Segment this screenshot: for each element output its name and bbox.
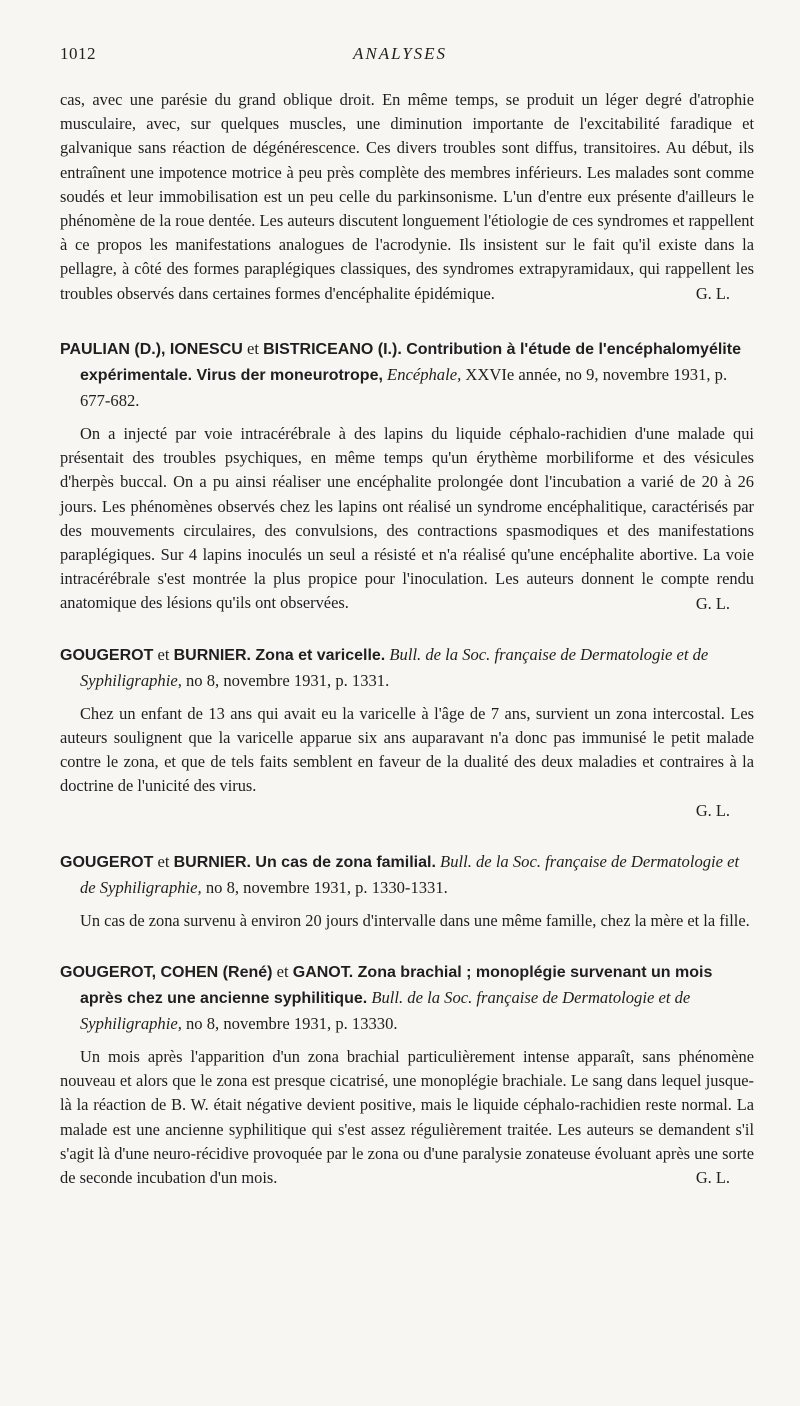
entry-signature: G. L.	[695, 593, 730, 613]
entry-reference: no 8, novembre 1931, p. 1331.	[181, 670, 390, 690]
entry-body: Un cas de zona survenu à environ 20 jours d'intervalle dans une même famille, chez la mère et la fille.	[80, 910, 750, 930]
entry-title: BURNIER. Un cas de zona familial.	[173, 853, 436, 871]
entry-title: BISTRICEANO (I.). Contribution à l'étude de l'encéphalomyélite expérimentale. Virus der moneurotrope,	[80, 341, 741, 385]
page-header	[0, 44, 800, 72]
entry-title: GANOT. Zona brachial ; monoplégie survenant un mois après chez une ancienne syphilitique.	[80, 964, 713, 1008]
abstract-entry-1	[60, 336, 754, 616]
abstract-entry-4	[60, 959, 754, 1190]
continued-signature: G. L.	[695, 283, 730, 303]
entry-body: Un mois après l'apparition d'un zona brachial particulièrement intense apparaît, sans phénomène nouveau et alors que le zona est presque cicatrisé, une monoplégie brachiale. Le sang dans lequel jusque-là la réaction de B. W. était négative devient positive, mais le liquide céphalo-rachidien reste normal. La malade est une ancienne syphilitique qui s'est assez régulièrement traitée. Les auteurs se demandent s'il s'agit là d'une neuro-récidive provoquée par le zona ou d'une paralysie zonateuse évoluant après une sorte de seconde incubation d'un mois.	[60, 1047, 754, 1188]
continued-paragraph: cas, avec une parésie du grand oblique droit. En même temps, se produit un léger degré d'atrophie musculaire, avec, sur quelques muscles, une diminution importante de l'excitabilité faradique et galvanique sans réaction de dégénérescence. Ces divers troubles sont diffus, transitoires. Au début, ils entraînent une impotence motrice à peu près complète des membres inférieurs. Les malades sont comme soudés et leur immobilisation est un peu celle du parkinsonisme. L'un d'entre eux présente d'ailleurs le phénomène de la roue dentée. Les auteurs discutent longuement l'étiologie de ces syndromes et rappellent à ce propos les manifestations analogues de l'acrodynie. Ils insistent sur le fait qu'il existe dans la pellagre, à côté des formes paraplégiques classiques, des syndromes extrapyramidaux, qui rappellent les troubles observés dans certaines formes d'encéphalite épidémique.	[60, 90, 754, 303]
entry-journal: Encéphale,	[382, 365, 462, 385]
entry-signature: G. L.	[695, 1168, 730, 1188]
entry-heading	[60, 336, 754, 413]
page-number: 1012	[60, 44, 96, 63]
entry-authors: GOUGEROT, COHEN (René)	[60, 964, 273, 982]
entry-reference: no 8, novembre 1931, p. 13330.	[181, 1014, 398, 1034]
entry-conj: et	[153, 851, 174, 871]
entry-journal: Bull. de la Soc. française de Dermatologie et de Syphiligraphie,	[80, 644, 709, 690]
entry-heading	[60, 849, 754, 900]
entry-conj: et	[242, 339, 264, 359]
entry-authors: PAULIAN (D.), IONESCU	[60, 341, 243, 359]
abstract-entry-3	[60, 849, 754, 933]
entry-heading	[60, 959, 754, 1036]
entry-journal: Bull. de la Soc. française de Dermatologie et de Syphiligraphie,	[80, 988, 691, 1034]
entry-body: Chez un enfant de 13 ans qui avait eu la varicelle à l'âge de 7 ans, survient un zona intercostal. Les auteurs soulignent que la varicelle apparue six ans auparavant n'a donc pas immunisé le petit malade contre le zona, et que de tels faits semblent en faveur de la dualité des deux maladies et contraires à la doctrine de l'unicité des virus.	[60, 703, 754, 796]
abstract-entry-2	[60, 642, 754, 823]
entry-title: BURNIER. Zona et varicelle.	[173, 646, 386, 664]
entry-body: On a injecté par voie intracérébrale à des lapins du liquide céphalo-rachidien d'une malade qui présentait des troubles psychiques, en même temps qu'un érythème morbiliforme et des vésicules d'herpès buccal. On a pu ainsi réaliser une encéphalite prolongée dont l'incubation a varié de 20 à 26 jours. Les phénomènes observés chez les lapins ont réalisé un syndrome encéphalitique, caractérisés par des mouvements circulaires, des convulsions, des contractions spasmodiques et des manifestations paraplégiques. Sur 4 lapins inoculés un seul a résisté et n'a réalisé qu'une encéphalite abortive. La voie intracérébrale s'est montrée la plus propice pour l'inoculation. Les auteurs donnent le compte rendu anatomique des lésions qu'ils ont observées.	[60, 424, 754, 613]
entry-reference: no 8, novembre 1931, p. 1330-1331.	[201, 877, 448, 897]
running-title: ANALYSES	[352, 44, 448, 63]
page-content	[60, 88, 754, 1191]
entry-reference: XXVIe année, no 9, novembre 1931, p. 677-682.	[80, 365, 728, 411]
entry-conj: et	[153, 644, 174, 664]
entry-signature: G. L.	[695, 800, 730, 820]
entry-authors: GOUGEROT	[60, 646, 154, 664]
entry-authors: GOUGEROT	[60, 853, 154, 871]
entry-conj: et	[272, 962, 293, 982]
entry-journal: Bull. de la Soc. française de Dermatologie et de Syphiligraphie,	[80, 851, 740, 897]
entry-heading	[60, 642, 754, 693]
